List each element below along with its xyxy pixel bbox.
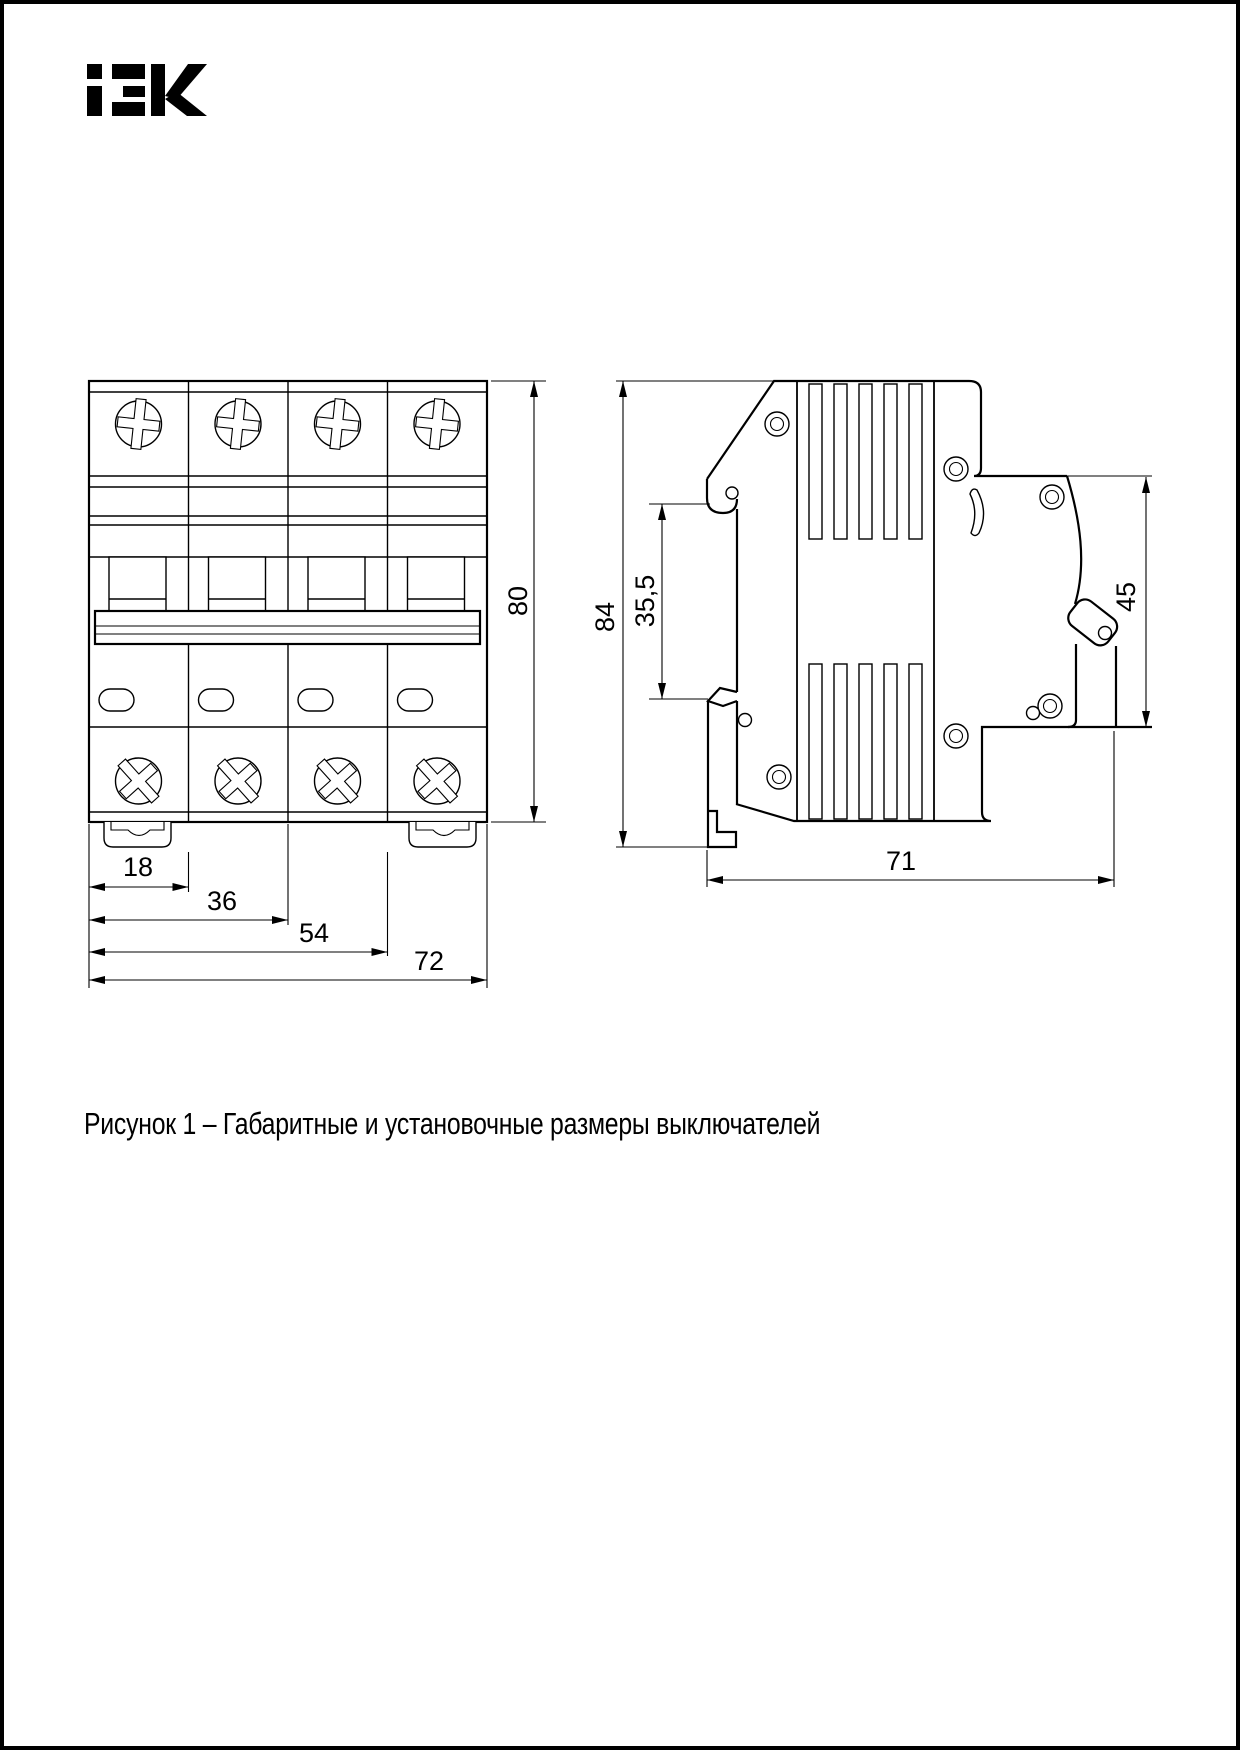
handle-tie-bar bbox=[95, 611, 480, 644]
terminal-clamp bbox=[1064, 595, 1121, 727]
figure-caption: Рисунок 1 – Габаритные и установочные размеры выключателей bbox=[84, 1106, 821, 1141]
dim-label-80: 80 bbox=[503, 585, 533, 617]
dim-label-84: 84 bbox=[590, 601, 620, 633]
dim-label-54: 54 bbox=[298, 918, 330, 948]
dim-label-71: 71 bbox=[885, 846, 917, 876]
side-view-drawing bbox=[590, 381, 1152, 887]
pin-holes bbox=[726, 487, 1040, 727]
dim-label-18: 18 bbox=[122, 852, 154, 882]
din-clip-profile bbox=[707, 701, 736, 847]
front-width-dimensions bbox=[89, 824, 487, 988]
din-clip-left bbox=[104, 822, 171, 847]
dim-label-36: 36 bbox=[206, 886, 238, 916]
dim-label-35-5: 35,5 bbox=[630, 574, 660, 628]
front-height-dimension bbox=[491, 381, 546, 822]
vent-slots-bottom bbox=[809, 664, 922, 819]
dim-label-45: 45 bbox=[1111, 581, 1141, 613]
din-offset-dimension bbox=[630, 504, 710, 699]
din-clip-right bbox=[409, 822, 476, 847]
crescent-slot bbox=[970, 489, 984, 535]
front-view-drawing bbox=[89, 381, 546, 988]
dim-label-72: 72 bbox=[413, 946, 445, 976]
figure-drawing bbox=[4, 4, 1240, 1750]
